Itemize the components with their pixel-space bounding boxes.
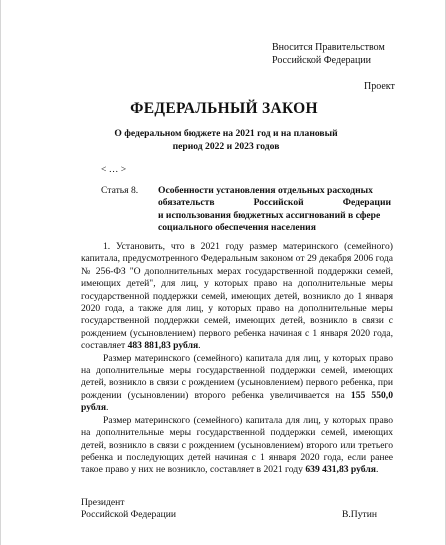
- president-line-1: Президент: [81, 497, 125, 508]
- law-title: ФЕДЕРАЛЬНЫЙ ЗАКОН: [130, 100, 318, 117]
- paragraph-2: [81, 353, 393, 415]
- paragraph-1-amount: 483 881,83 рубля: [127, 340, 199, 352]
- heading-line-2: обязательств Российской Федерации: [158, 197, 391, 209]
- submitted-by: [272, 41, 385, 67]
- signatory-name: В.Путин: [342, 509, 377, 520]
- omission-marker: < … >: [101, 164, 127, 175]
- president-line-2: Российской Федерации: [81, 509, 176, 521]
- submitted-line-1: Вносится Правительством: [272, 42, 385, 53]
- heading-line-4: социального обеспечения населения: [158, 222, 316, 234]
- signatory-title: [81, 497, 176, 522]
- paragraph-3-end: .: [375, 464, 379, 476]
- paragraph-2-amount: 155 550,0 рубля: [81, 389, 393, 414]
- draft-label: Проект: [364, 81, 395, 92]
- law-subtitle: [61, 128, 391, 153]
- paragraph-1: [81, 241, 393, 353]
- paragraph-3: [81, 415, 393, 477]
- submitted-line-2: Российской Федерации: [272, 55, 372, 66]
- subtitle-line-1: О федеральном бюджете на 2021 год и на плановый: [114, 128, 338, 139]
- paragraph-1-end: .: [198, 340, 201, 352]
- paragraph-3-text: Размер материнского (семейного) капитала для лиц, у которых право на дополнительные меры государственной поддержки семей, имеющих детей, возникло в связи с рождением (усыновлением) второго или третьего ребенка и последующих детей начиная с 1 января 2020 года, если ранее такое право у них не возникло, составляет в 2021 году: [81, 414, 393, 476]
- heading-line-1: Особенности установления отдельных расходных: [158, 185, 373, 196]
- article-body: [81, 241, 393, 477]
- paragraph-3-amount: 639 431,83 рубля: [305, 464, 376, 476]
- article-heading: [158, 185, 391, 235]
- paragraph-2-end: .: [106, 402, 109, 414]
- paragraph-2-text: Размер материнского (семейного) капитала для лиц, у которых право на дополнительные меры государственной поддержки семей, имеющих детей, возникло в связи с рождением (усыновлением) первого ребенка, при рождении (усыновлении) второго ребенка увеличивается на: [81, 352, 393, 401]
- paragraph-1-text: 1. Установить, что в 2021 году размер материнского (семейного) капитала, предусмотренного Федеральным законом от 29 декабря 2006 года № 256-ФЗ "О дополнительных мерах государственной поддержки семей, имеющих детей", для лиц, у которых право на дополнительные меры государственной поддержки семей, имеющих детей, возникло до 1 января 2020 года, а также для лиц, у которых право на дополнительные меры государственной поддержки семей, имеющих детей, возникло в связи с рождением (усыновлением) первого ребенка начиная с 1 января 2020 года, составляет: [81, 241, 393, 352]
- heading-line-3: и использования бюджетных ассигнований в сфере: [158, 209, 381, 221]
- article-label: Статья 8.: [101, 185, 139, 196]
- subtitle-line-2: период 2022 и 2023 годов: [172, 140, 280, 152]
